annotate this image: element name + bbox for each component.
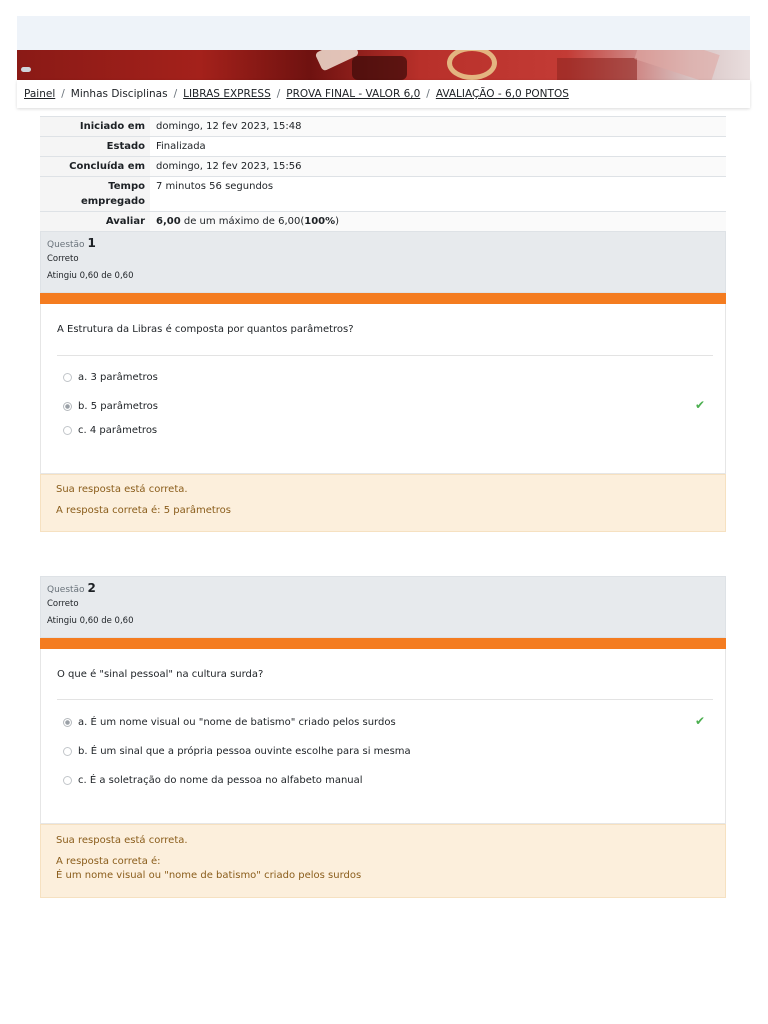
breadcrumb-item-course[interactable]: LIBRAS EXPRESS bbox=[183, 88, 271, 100]
question-grade: Atingiu 0,60 de 0,60 bbox=[47, 616, 134, 626]
summary-value: domingo, 12 fev 2023, 15:48 bbox=[150, 117, 726, 137]
breadcrumb-separator: / bbox=[426, 88, 430, 100]
divider bbox=[57, 699, 713, 700]
question-accent-bar bbox=[40, 638, 726, 649]
feedback-correct-answer: É um nome visual ou "nome de batismo" criado pelos surdos bbox=[56, 870, 362, 881]
attempt-summary-table bbox=[40, 116, 726, 232]
summary-label: Tempo empregado bbox=[40, 177, 150, 212]
top-navbar bbox=[17, 16, 750, 50]
feedback-box-2 bbox=[40, 824, 726, 898]
breadcrumb-separator: / bbox=[276, 88, 281, 100]
summary-row-grade bbox=[40, 212, 726, 232]
radio-button[interactable] bbox=[63, 426, 72, 435]
question-state: Correto bbox=[47, 254, 79, 264]
summary-row-started bbox=[40, 117, 726, 137]
summary-label: Iniciado em bbox=[40, 117, 150, 137]
feedback-result: Sua resposta está correta. bbox=[56, 484, 188, 495]
feedback-correct-answer: A resposta correta é: 5 parâmetros bbox=[56, 505, 231, 516]
summary-label: Estado bbox=[40, 137, 150, 157]
question-grade: Atingiu 0,60 de 0,60 bbox=[47, 271, 134, 281]
question-accent-bar bbox=[40, 293, 726, 304]
summary-row-time bbox=[40, 177, 726, 212]
answer-option[interactable]: c. É a soletração do nome da pessoa no alfabeto manual bbox=[63, 775, 363, 786]
answer-option[interactable]: a. 3 parâmetros bbox=[63, 372, 158, 383]
summary-row-completed bbox=[40, 157, 726, 177]
breadcrumb-separator: / bbox=[173, 88, 178, 100]
radio-button-selected[interactable] bbox=[63, 402, 72, 411]
check-icon: ✔ bbox=[694, 398, 705, 412]
answer-option[interactable]: b. 5 parâmetros bbox=[63, 401, 158, 412]
question-state: Correto bbox=[47, 599, 79, 609]
summary-row-state bbox=[40, 137, 726, 157]
radio-button-selected[interactable] bbox=[63, 718, 72, 727]
summary-label: Concluída em bbox=[40, 157, 150, 177]
answer-option[interactable]: b. É um sinal que a própria pessoa ouvinte escolhe para si mesma bbox=[63, 746, 411, 757]
breadcrumb bbox=[17, 80, 750, 108]
summary-label: Avaliar bbox=[40, 212, 150, 232]
feedback-correct-answer-label: A resposta correta é: bbox=[56, 856, 161, 867]
radio-button[interactable] bbox=[63, 776, 72, 785]
breadcrumb-separator: / bbox=[61, 88, 65, 100]
answer-option[interactable]: c. 4 parâmetros bbox=[63, 425, 157, 436]
breadcrumb-item-section[interactable]: PROVA FINAL - VALOR 6,0 bbox=[286, 88, 421, 100]
breadcrumb-item-minhas-disciplinas: Minhas Disciplinas bbox=[70, 88, 168, 100]
breadcrumb-item-painel[interactable]: Painel bbox=[24, 88, 56, 100]
radio-button[interactable] bbox=[63, 373, 72, 382]
divider bbox=[57, 355, 713, 356]
breadcrumb-item-quiz[interactable]: AVALIAÇÃO - 6,0 PONTOS bbox=[435, 88, 569, 100]
question-number: Questão 2 bbox=[47, 581, 96, 595]
summary-value: domingo, 12 fev 2023, 15:56 bbox=[150, 157, 726, 177]
question-text: O que é "sinal pessoal" na cultura surda? bbox=[57, 669, 264, 680]
summary-value: 6,00 de um máximo de 6,00(100%) bbox=[150, 212, 726, 232]
question-number: Questão 1 bbox=[47, 236, 96, 250]
drawer-handle[interactable] bbox=[21, 67, 31, 72]
course-banner-image bbox=[17, 50, 750, 80]
question-info-1 bbox=[40, 231, 726, 293]
question-body-1 bbox=[40, 304, 726, 474]
check-icon: ✔ bbox=[694, 714, 705, 728]
answer-option[interactable]: a. É um nome visual ou "nome de batismo" criado pelos surdos bbox=[63, 717, 396, 728]
feedback-box-1 bbox=[40, 474, 726, 532]
question-body-2 bbox=[40, 649, 726, 824]
question-text: A Estrutura da Libras é composta por quantos parâmetros? bbox=[57, 324, 354, 335]
feedback-result: Sua resposta está correta. bbox=[56, 835, 188, 846]
summary-value: 7 minutos 56 segundos bbox=[150, 177, 726, 212]
radio-button[interactable] bbox=[63, 747, 72, 756]
question-info-2 bbox=[40, 576, 726, 638]
summary-value: Finalizada bbox=[150, 137, 726, 157]
